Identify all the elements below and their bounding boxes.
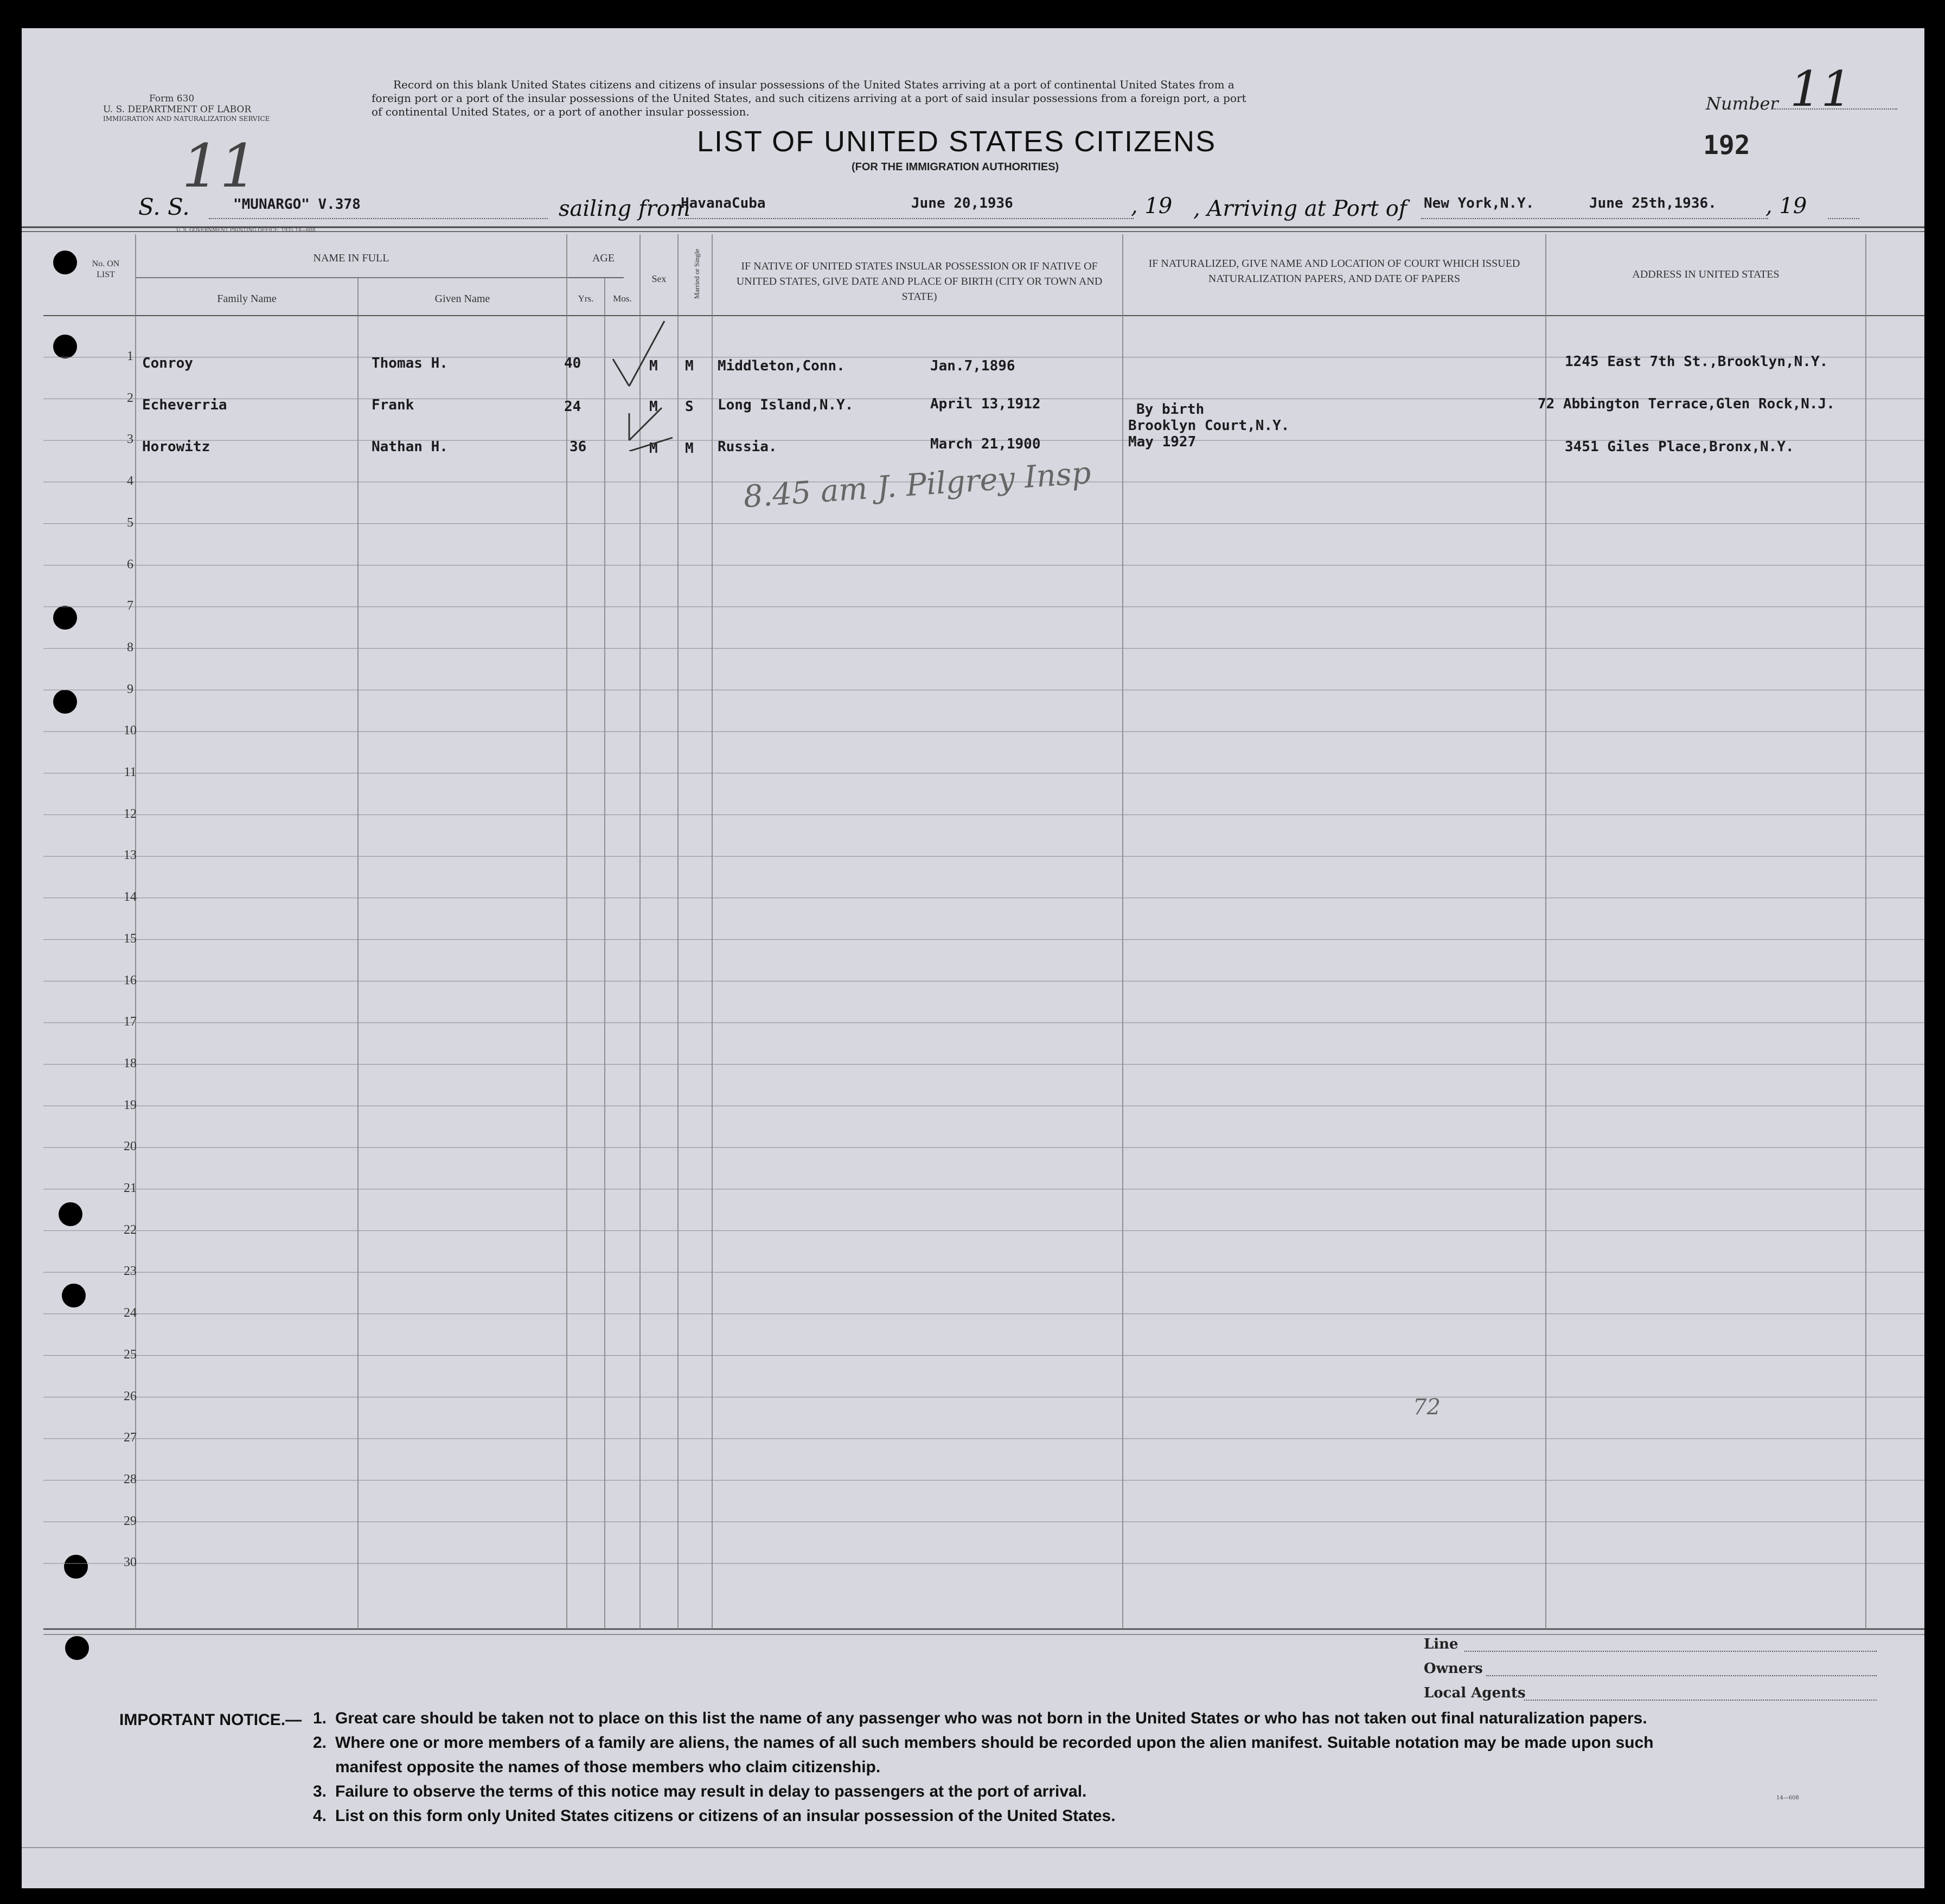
- us-address: 3451 Giles Place,Bronx,N.Y.: [1565, 439, 1794, 455]
- notice-item-number: 3.: [313, 1783, 327, 1800]
- us-address: 1245 East 7th St.,Brooklyn,N.Y.: [1565, 354, 1828, 370]
- age-years: 40: [564, 355, 581, 371]
- notice-item-number: 1.: [313, 1709, 327, 1727]
- ss-label: S. S.: [138, 194, 190, 220]
- notice-item: Failure to observe the terms of this notice may result in delay to passengers at the port of arrival.: [335, 1783, 1087, 1800]
- number-label: Number: [1706, 93, 1778, 114]
- line-label: Line: [1424, 1636, 1458, 1652]
- row-number: 2: [127, 390, 133, 405]
- owners-label: Owners: [1424, 1661, 1483, 1677]
- department-name: U. S. DEPARTMENT OF LABOR: [103, 104, 252, 115]
- row-number: 17: [124, 1015, 137, 1029]
- age-years: 24: [564, 399, 581, 415]
- given-name: Thomas H.: [372, 355, 448, 371]
- header-yrs: Yrs.: [578, 293, 594, 304]
- row-number: 18: [124, 1056, 137, 1070]
- married-or-single: M: [685, 358, 694, 374]
- header-address: ADDRESS IN UNITED STATES: [1632, 268, 1780, 280]
- row-number: 8: [127, 640, 133, 655]
- row-number: 16: [124, 973, 137, 988]
- birth-place: Russia.: [718, 439, 777, 455]
- header-naturalized: IF NATURALIZED, GIVE NAME AND LOCATION OF COURT WHICH ISSUED NATURALIZATION PAPERS, AND DATE OF PAPERS: [1148, 258, 1520, 285]
- sex: M: [649, 440, 658, 457]
- naturalization-date: May 1927: [1128, 434, 1197, 450]
- given-name: Frank: [372, 397, 414, 413]
- notice-label: IMPORTANT NOTICE.—: [119, 1711, 302, 1729]
- family-name: Conroy: [142, 355, 193, 371]
- header-no-on-list: No. ON LIST: [92, 259, 120, 279]
- notice-item: Great care should be taken not to place on this list the name of any passenger who was not born in the United States or who has not taken out final naturalization papers.: [335, 1709, 1647, 1727]
- sailing-label: sailing from: [559, 196, 690, 221]
- header-name-in-full: NAME IN FULL: [313, 252, 389, 264]
- row-number: 14: [124, 890, 137, 905]
- given-name: Nathan H.: [372, 439, 448, 455]
- inspector-annotation: 8.45 am J. Pilgrey Insp: [742, 455, 1092, 515]
- row-number: 7: [127, 599, 133, 613]
- instruction-line: foreign port or a port of the insular possessions of the United States, and such citizens arriving at a port of said insular possessions from a foreign port, a port: [372, 92, 1246, 105]
- row-number: 4: [127, 474, 133, 489]
- naturalization-court: Brooklyn Court,N.Y.: [1128, 418, 1290, 434]
- manifest-sheet: [22, 28, 1924, 1888]
- number-value: 11: [1790, 61, 1852, 118]
- row-number: 12: [124, 806, 137, 821]
- service-name: IMMIGRATION AND NATURALIZATION SERVICE: [103, 115, 270, 123]
- page-title: LIST OF UNITED STATES CITIZENS: [697, 125, 1217, 158]
- row-number: 15: [124, 931, 137, 946]
- notice-item-number: 2.: [313, 1734, 327, 1752]
- line-underline: [1464, 1651, 1877, 1652]
- row-number: 19: [124, 1098, 137, 1112]
- form-number: Form 630: [149, 93, 195, 104]
- family-name: Horowitz: [142, 439, 210, 455]
- print-code: U. S. GOVERNMENT PRINTING OFFICE: 1935 14—608: [176, 228, 316, 233]
- header-married-or-single: Married or Single: [693, 248, 701, 299]
- local-agents-underline: [1524, 1700, 1877, 1701]
- handwritten-check-marks: [597, 310, 705, 451]
- arrival-date: June 25th,1936.: [1589, 195, 1717, 211]
- header-family-name: Family Name: [217, 293, 277, 305]
- row-number: 26: [124, 1389, 137, 1403]
- row-number: 30: [124, 1555, 137, 1570]
- row-number: 20: [124, 1139, 137, 1154]
- notice-item: List on this form only United States citizens or citizens of an insular possession of the United States.: [335, 1807, 1116, 1825]
- stamp-number: 192: [1703, 130, 1750, 161]
- form-code: 14—608: [1776, 1795, 1799, 1801]
- row-number: 5: [127, 515, 133, 530]
- married-or-single: M: [685, 440, 694, 457]
- year-label: , 19: [1131, 194, 1173, 219]
- row-number: 6: [127, 557, 133, 572]
- row-number: 21: [124, 1181, 137, 1195]
- instruction-line: Record on this blank United States citizens and citizens of insular possessions of the United States arriving at a port of continental United States from a: [393, 78, 1234, 91]
- header-mos: Mos.: [613, 293, 632, 304]
- notice-item-continued: manifest opposite the names of those members who claim citizenship.: [335, 1758, 881, 1776]
- header-birth: IF NATIVE OF UNITED STATES INSULAR POSSESSION OR IF NATIVE OF UNITED STATES, GIVE DATE AND PLACE OF BIRTH (CITY OR TOWN AND STATE): [736, 260, 1103, 303]
- row-number: 24: [124, 1306, 137, 1320]
- row-number: 27: [124, 1431, 137, 1445]
- sailing-date: June 20,1936: [911, 195, 1013, 211]
- us-address: 72 Abbington Terrace,Glen Rock,N.J.: [1538, 396, 1835, 412]
- row-number: 1: [127, 349, 133, 363]
- birth-date: March 21,1900: [930, 436, 1041, 452]
- departure-port: HavanaCuba: [681, 195, 766, 211]
- notice-item: Where one or more members of a family are aliens, the names of all such members should be recorded upon the alien manifest. Suitable notation may be made upon such: [335, 1734, 1654, 1752]
- age-years: 36: [570, 439, 587, 455]
- sex: M: [649, 399, 658, 415]
- arriving-label: , Arriving at Port of: [1193, 196, 1407, 221]
- arrival-port: New York,N.Y.: [1424, 195, 1534, 211]
- instruction-line: of continental United States, or a port of another insular possession.: [372, 105, 750, 118]
- naturalization-info: By birth: [1136, 401, 1205, 418]
- family-name: Echeverria: [142, 397, 227, 413]
- row-number: 29: [124, 1514, 137, 1528]
- sex: M: [649, 358, 658, 374]
- birth-place: Middleton,Conn.: [718, 358, 845, 374]
- row-number: 3: [127, 432, 133, 447]
- ship-name: "MUNARGO" V.378: [233, 196, 361, 213]
- margin-note: 72: [1413, 1395, 1441, 1420]
- birth-date: April 13,1912: [930, 396, 1041, 412]
- row-number: 23: [124, 1264, 137, 1279]
- notice-item-number: 4.: [313, 1807, 327, 1825]
- married-or-single: S: [685, 399, 694, 415]
- local-agents-label: Local Agents: [1424, 1685, 1526, 1701]
- year-label: , 19: [1765, 194, 1807, 219]
- header-given-name: Given Name: [434, 293, 490, 305]
- row-number: 11: [124, 765, 137, 779]
- manifest-grid: [22, 28, 1924, 1888]
- row-number: 10: [124, 723, 137, 738]
- birth-place: Long Island,N.Y.: [718, 397, 854, 413]
- row-number: 13: [124, 848, 137, 863]
- birth-date: Jan.7,1896: [930, 358, 1015, 374]
- row-number: 9: [127, 682, 133, 696]
- page-subtitle: (FOR THE IMMIGRATION AUTHORITIES): [852, 161, 1059, 173]
- row-number: 28: [124, 1472, 137, 1486]
- owners-underline: [1486, 1675, 1877, 1676]
- header-age: AGE: [592, 252, 615, 264]
- row-number: 22: [124, 1222, 137, 1237]
- row-number: 25: [124, 1347, 137, 1362]
- header-sex: Sex: [651, 273, 667, 284]
- margin-mark: 11: [182, 131, 258, 201]
